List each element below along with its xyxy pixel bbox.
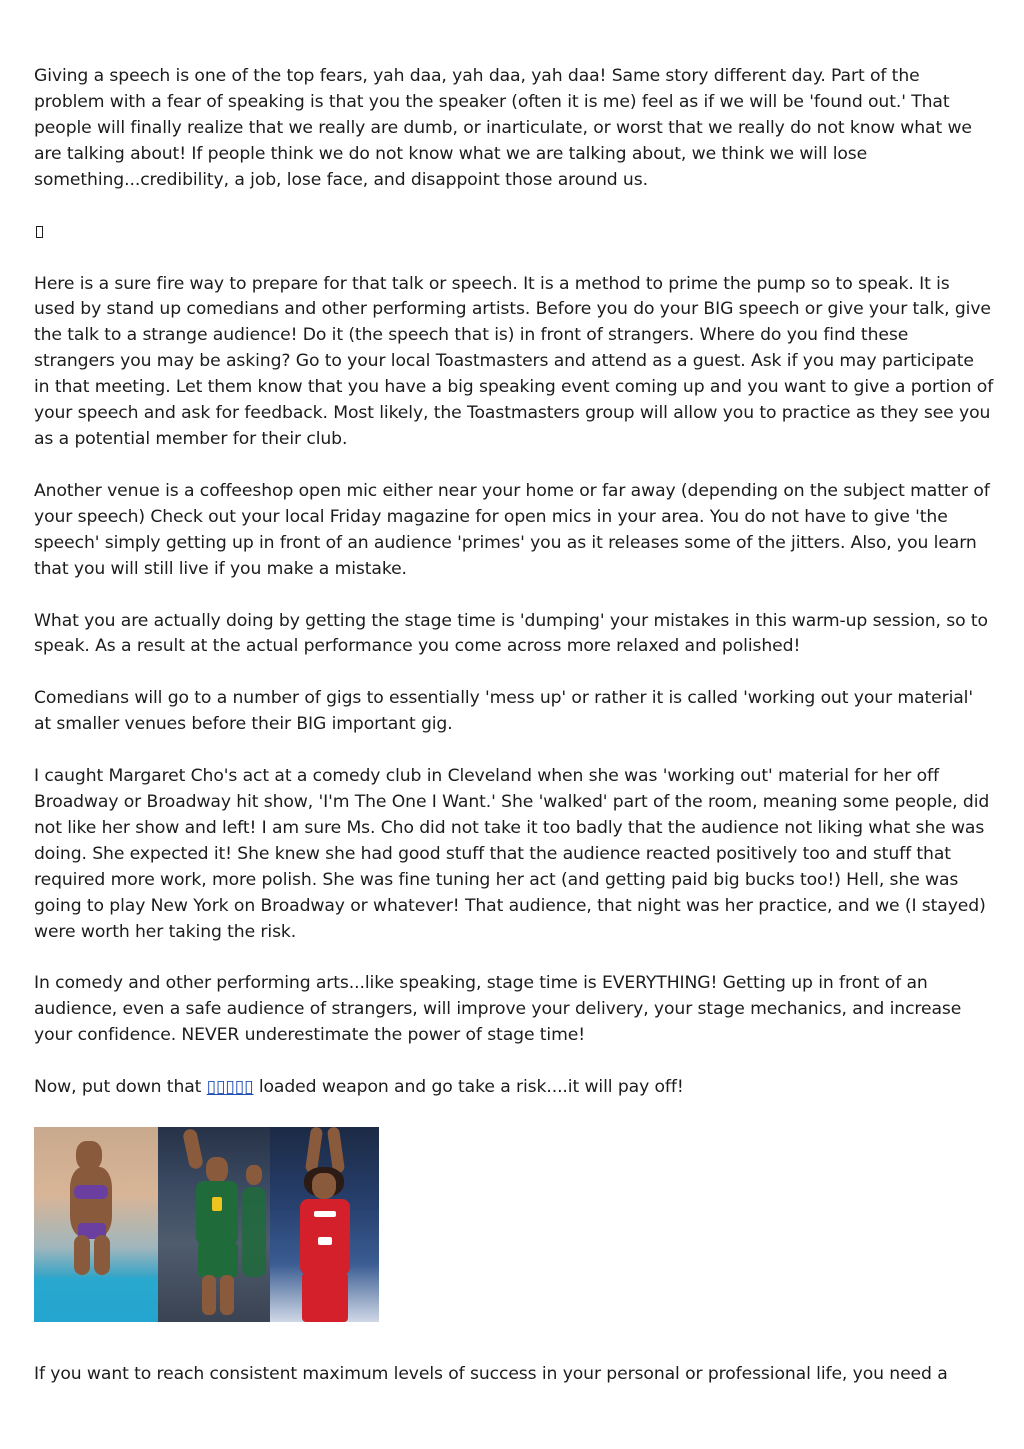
paragraph-comedians: Comedians will go to a number of gigs to essentially 'mess up' or rather it is called 'working out your material' at smaller venues before their BIG important gig. [34, 688, 973, 735]
paragraph-open-mic: Another venue is a coffeeshop open mic either near your home or far away (depending on the subject matter of your speech) Check out your local Friday magazine for open mics in your area. You do not have to give 'the speech' simply getting up in front of an audience 'primes' you as it releases some of the jitters. Also, you learn that you will still live if you make a mistake. [34, 480, 990, 579]
photo-collage [34, 1127, 379, 1322]
document-body [34, 64, 994, 1414]
inline-link[interactable]: ▯▯▯▯▯ [206, 1077, 254, 1098]
take-risk-text-after: loaded weapon and go take a risk....it will pay off! [253, 1077, 684, 1098]
missing-glyph-icon [36, 226, 43, 238]
paragraph-warm-up: What you are actually doing by getting the stage time is 'dumping' your mistakes in this warm-up session, so to speak. As a result at the actual performance you come across more relaxed and polished! [34, 610, 988, 657]
paragraph-intro: Giving a speech is one of the top fears, yah daa, yah daa, yah daa! Same story different day. Part of the problem with a fear of speaking is that you the speaker (often it is me) feel as if we will be 'found out.' That people will finally realize that we really are dumb, or inarticulate, or worst that we really do not know what we are talking about! If people think we do not know what we are talking about, we think we will lose something...credibility, a job, lose face, and disappoint those around us. [34, 66, 972, 190]
paragraph-toastmasters: Here is a sure fire way to prepare for that talk or speech. It is a method to prime the pump so to speak. It is used by stand up comedians and other performing artists. Before you do your BIG speech or give your talk, give the talk to a strange audience! Do it (the speech that is) in front of strangers. Where do you find these strangers you may be asking? Go to your local Toastmasters and attend as a guest. Ask if you may participate in that meeting. Let them know that you have a big speaking event coming up and you want to give a portion of your speech and ask for feedback. Most likely, the Toastmasters group will allow you to practice as they see you as a potential member for their club. [34, 273, 994, 449]
missing-glyph-paragraph [34, 220, 994, 246]
paragraph-stage-time: In comedy and other performing arts...like speaking, stage time is EVERYTHING! Getting up in front of an audience, even a safe audience of strangers, will improve your delivery, your stage mechanics, and increase your confidence. NEVER underestimate the power of stage time! [34, 973, 962, 1046]
green-jersey-photo [158, 1127, 270, 1322]
red-jersey-photo [270, 1127, 379, 1322]
beach-photo [34, 1127, 158, 1322]
paragraph-take-risk [34, 1075, 994, 1101]
paragraph-margaret-cho: I caught Margaret Cho's act at a comedy club in Cleveland when she was 'working out' material for her off Broadway or Broadway hit show, 'I'm The One I Want.' She 'walked' part of the room, meaning some people, did not like her show and left! I am sure Ms. Cho did not take it too badly that the audience not liking what she was doing. She expected it! She knew she had good stuff that the audience reacted positively too and stuff that required more work, more polish. She was fine tuning her act (and getting paid big bucks too!) Hell, she was going to play New York on Broadway or whatever! That audience, that night was her practice, and we (I stayed) were worth her taking the risk. [34, 766, 990, 942]
paragraph-success: If you want to reach consistent maximum levels of success in your personal or professional life, you need a [34, 1364, 948, 1385]
take-risk-text-before: Now, put down that [34, 1077, 207, 1098]
